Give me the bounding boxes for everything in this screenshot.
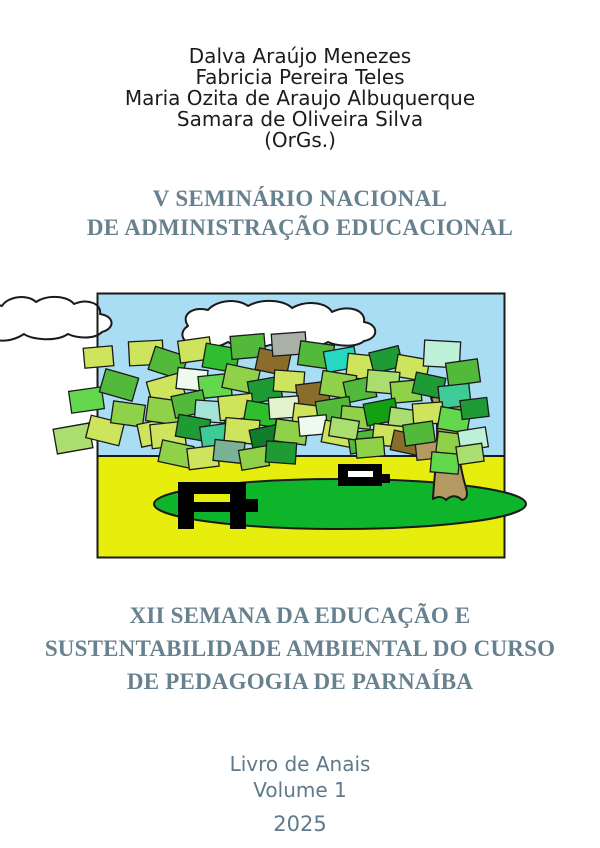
cover-illustration (0, 292, 600, 559)
cover-illustration-svg (0, 292, 600, 559)
primary-title (0, 185, 600, 242)
author-name: Dalva Araújo Menezes (188, 44, 412, 68)
secondary-title-line: SUSTENTABILIDADE AMBIENTAL DO CURSO (44, 636, 556, 662)
author-name: Fabricia Pereira Teles (195, 65, 405, 89)
secondary-title (0, 599, 600, 698)
secondary-title-line: DE PEDAGOGIA DE PARNAÍBA (126, 669, 474, 695)
primary-title-line: DE ADMINISTRAÇÃO EDUCACIONAL (86, 214, 514, 240)
year-label: 2025 (273, 811, 327, 836)
authors-block (0, 46, 600, 151)
organizers-label: (OrGs.) (264, 128, 336, 152)
volume-label: Volume 1 (253, 777, 347, 802)
book-series-label: Livro de Anais (229, 752, 371, 777)
author-name: Maria Ozita de Araujo Albuquerque (124, 86, 476, 110)
secondary-title-line: XII SEMANA DA EDUCAÇÃO E (129, 603, 471, 629)
primary-title-line: V SEMINÁRIO NACIONAL (152, 186, 448, 211)
author-name: Samara de Oliveira Silva (176, 107, 424, 131)
edition-block (0, 752, 600, 802)
